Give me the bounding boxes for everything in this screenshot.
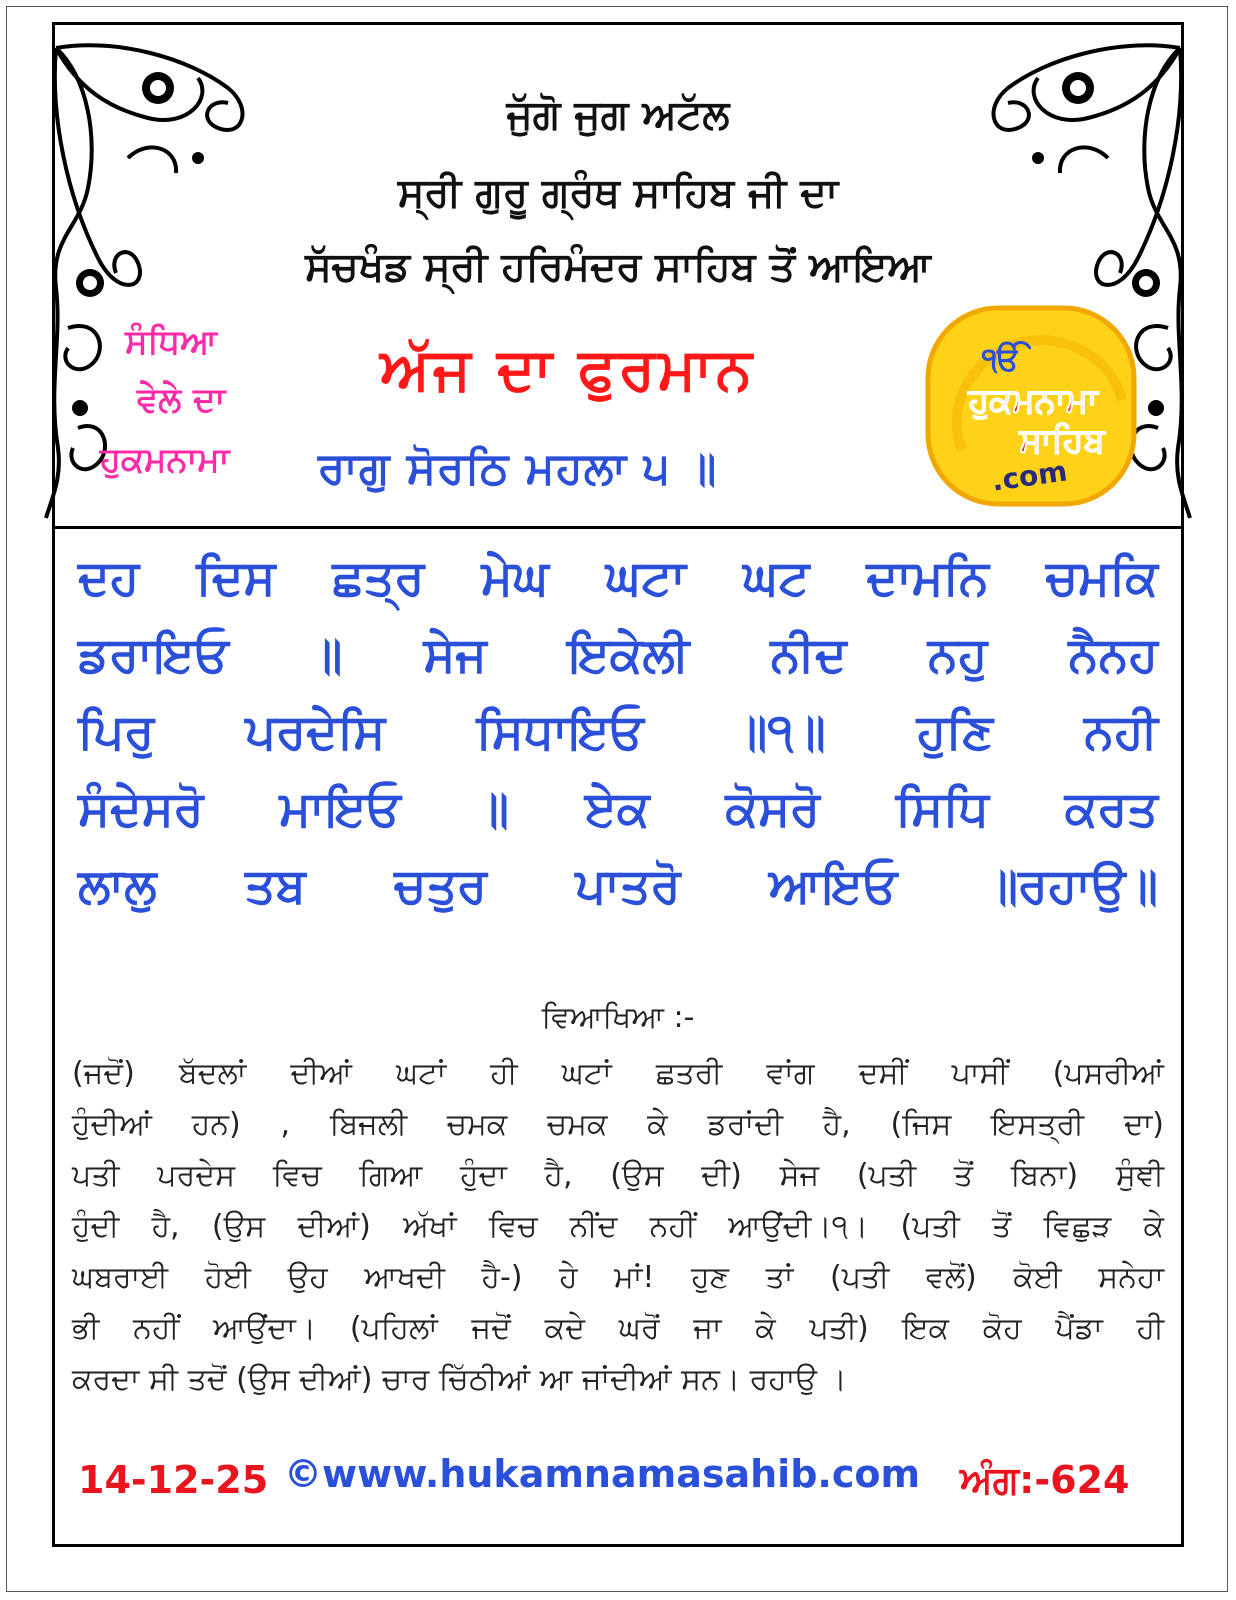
vyakhya-line: ਪਤੀ ਪਰਦੇਸ ਵਿਚ ਗਿਆ ਹੁੰਦਾ ਹੈ, (ਉਸ ਦੀ) ਸੇਜ (ਪਤੀ ਤੋਂ ਬਿਨਾ) ਸੁੰਞੀ (72, 1158, 1164, 1193)
vyakhya-heading: ਵਿਆਖਿਆ :- (541, 1000, 695, 1035)
side-label-line-3: ਹੁਕਮਨਾਮਾ (100, 440, 230, 480)
logo-text-line-1: ਹੁਕਮਨਾਮਾ (968, 381, 1098, 421)
vyakhya-line: ਭੀ ਨਹੀਂ ਆਉਂਦਾ। (ਪਹਿਲਾਂ ਜਦੋਂ ਕਦੇ ਘਰੋਂ ਜਾ ਕੇ ਪਤੀ) ਇਕ ਕੋਹ ਪੈਂਡਾ ਹੀ (72, 1311, 1164, 1346)
raag-heading: ਰਾਗੁ ਸੋਰਠਿ ਮਹਲਾ ੫ ॥ (318, 443, 718, 494)
side-label-line-1: ਸੰਧਿਆ (125, 322, 218, 362)
logo-text-line-2: ਸਾਹਿਬ (1019, 421, 1105, 461)
side-label-line-2: ਵੇਲੇ ਦਾ (137, 380, 226, 420)
shabad-line: ਡਰਾਇਓ ॥ ਸੇਜ ਇਕੇਲੀ ਨੀਦ ਨਹੁ ਨੈਨਹ (78, 627, 1158, 683)
shabad-line: ਪਿਰੁ ਪਰਦੇਸਿ ਸਿਧਾਇਓ ॥੧॥ ਹੁਣਿ ਨਹੀ (78, 704, 1158, 760)
vyakhya-text (72, 1048, 1164, 1405)
shabad-line: ਸੰਦੇਸਰੋ ਮਾਇਓ ॥ ਏਕ ਕੋਸਰੋ ਸਿਧਿ ਕਰਤ (78, 781, 1158, 837)
footer-website-link[interactable]: ©www.hukamnamasahib.com (284, 1452, 921, 1496)
ik-onkar-icon: ੴ (982, 340, 1021, 378)
logo-text-line-3: .com (989, 454, 1070, 498)
header-line-2: ਸ੍ਰੀ ਗੁਰੂ ਗ੍ਰੰਥ ਸਾਹਿਬ ਜੀ ਦਾ (397, 170, 839, 216)
footer-ang-number: ਅੰਗ:-624 (960, 1458, 1130, 1502)
vyakhya-line: ਘਬਰਾਈ ਹੋਈ ਉਹ ਆਖਦੀ ਹੈ-) ਹੇ ਮਾਂ! ਹੁਣ ਤਾਂ (ਪਤੀ ਵਲੋਂ) ਕੋਈ ਸਨੇਹਾ (72, 1260, 1164, 1295)
vyakhya-line: ਕਰਦਾ ਸੀ ਤਦੋਂ (ਉਸ ਦੀਆਂ) ਚਾਰ ਚਿੱਠੀਆਂ ਆ ਜਾਂਦੀਆਂ ਸਨ। ਰਹਾਉ । (72, 1362, 847, 1397)
footer-date: 14-12-25 (78, 1458, 269, 1502)
page-title: ਅੱਜ ਦਾ ਫੁਰਮਾਨ (380, 335, 755, 403)
shabad-text (78, 540, 1158, 925)
site-logo (922, 300, 1144, 512)
vyakhya-line: (ਜਦੋਂ) ਬੱਦਲਾਂ ਦੀਆਂ ਘਟਾਂ ਹੀ ਘਟਾਂ ਛਤਰੀ ਵਾਂਗ ਦਸੀਂ ਪਾਸੀਂ (ਪਸਰੀਆਂ (72, 1056, 1164, 1091)
header-line-3: ਸੱਚਖੰਡ ਸ੍ਰੀ ਹਰਿਮੰਦਰ ਸਾਹਿਬ ਤੋਂ ਆਇਆ (305, 244, 931, 290)
shabad-line: ਦਹ ਦਿਸ ਛਤ੍ਰ ਮੇਘ ਘਟਾ ਘਟ ਦਾਮਨਿ ਚਮਕਿ (78, 550, 1158, 606)
vyakhya-line: ਹੁੰਦੀਆਂ ਹਨ) , ਬਿਜਲੀ ਚਮਕ ਚਮਕ ਕੇ ਡਰਾਂਦੀ ਹੈ, (ਜਿਸ ਇਸਤ੍ਰੀ ਦਾ) (72, 1107, 1164, 1142)
vyakhya-line: ਹੁੰਦੀ ਹੈ, (ਉਸ ਦੀਆਂ) ਅੱਖਾਂ ਵਿਚ ਨੀਂਦ ਨਹੀਂ ਆਉਂਦੀ।੧। (ਪਤੀ ਤੋਂ ਵਿਛੁੜ ਕੇ (72, 1209, 1164, 1244)
header-line-1: ਜੁੱਗੋ ਜੁਗ ਅਟੱਲ (506, 92, 730, 138)
shabad-line: ਲਾਲੁ ਤਬ ਚਤੁਰ ਪਾਤਰੋ ਆਇਓ ॥ਰਹਾਉ॥ (78, 858, 1158, 914)
